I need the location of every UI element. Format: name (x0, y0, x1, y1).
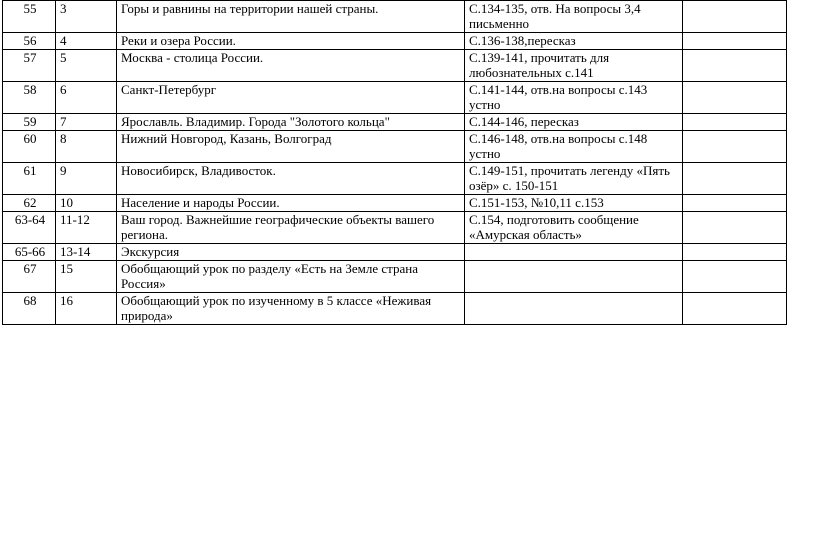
lesson-number: 59 (3, 114, 56, 131)
table-row (3, 33, 787, 50)
lesson-number: 67 (3, 261, 56, 293)
lesson-topic: Санкт-Петербург (117, 82, 465, 114)
extra-cell (683, 114, 787, 131)
homework: С.144-146, пересказ (465, 114, 683, 131)
table-row (3, 82, 787, 114)
lesson-topic: Новосибирск, Владивосток. (117, 163, 465, 195)
homework (465, 244, 683, 261)
section-lesson-number: 8 (56, 131, 117, 163)
section-lesson-number: 5 (56, 50, 117, 82)
lesson-number: 61 (3, 163, 56, 195)
extra-cell (683, 33, 787, 50)
homework: С.146-148, отв.на вопросы с.148 устно (465, 131, 683, 163)
homework: С.139-141, прочитать для любознательных с.141 (465, 50, 683, 82)
table-row (3, 293, 787, 325)
lesson-number: 68 (3, 293, 56, 325)
lesson-topic: Обобщающий урок по разделу «Есть на Земле страна Россия» (117, 261, 465, 293)
lesson-topic: Москва - столица России. (117, 50, 465, 82)
table-row (3, 195, 787, 212)
extra-cell (683, 1, 787, 33)
homework: С.151-153, №10,11 с.153 (465, 195, 683, 212)
extra-cell (683, 212, 787, 244)
lesson-topic: Ярославль. Владимир. Города "Золотого кольца" (117, 114, 465, 131)
table-row (3, 261, 787, 293)
lesson-topic: Обобщающий урок по изученному в 5 классе «Неживая природа» (117, 293, 465, 325)
lesson-table-body (3, 1, 787, 325)
homework (465, 293, 683, 325)
homework: С.134-135, отв. На вопросы 3,4 письменно (465, 1, 683, 33)
lesson-topic: Ваш город. Важнейшие географические объекты вашего региона. (117, 212, 465, 244)
lesson-number: 63-64 (3, 212, 56, 244)
section-lesson-number: 13-14 (56, 244, 117, 261)
lesson-topic: Горы и равнины на территории нашей страны. (117, 1, 465, 33)
section-lesson-number: 10 (56, 195, 117, 212)
lesson-number: 65-66 (3, 244, 56, 261)
extra-cell (683, 261, 787, 293)
homework (465, 261, 683, 293)
table-row (3, 131, 787, 163)
extra-cell (683, 244, 787, 261)
section-lesson-number: 9 (56, 163, 117, 195)
homework: С.154, подготовить сообщение «Амурская область» (465, 212, 683, 244)
lesson-number: 57 (3, 50, 56, 82)
lesson-number: 56 (3, 33, 56, 50)
extra-cell (683, 293, 787, 325)
section-lesson-number: 4 (56, 33, 117, 50)
extra-cell (683, 50, 787, 82)
extra-cell (683, 82, 787, 114)
lesson-number: 55 (3, 1, 56, 33)
extra-cell (683, 131, 787, 163)
homework: С.136-138,пересказ (465, 33, 683, 50)
extra-cell (683, 163, 787, 195)
section-lesson-number: 11-12 (56, 212, 117, 244)
extra-cell (683, 195, 787, 212)
section-lesson-number: 3 (56, 1, 117, 33)
table-row (3, 1, 787, 33)
section-lesson-number: 7 (56, 114, 117, 131)
homework: С.149-151, прочитать легенду «Пять озёр» с. 150-151 (465, 163, 683, 195)
lesson-number: 60 (3, 131, 56, 163)
lesson-topic: Нижний Новгород, Казань, Волгоград (117, 131, 465, 163)
table-row (3, 50, 787, 82)
lesson-topic: Население и народы России. (117, 195, 465, 212)
lesson-plan-table (2, 0, 787, 325)
table-row (3, 244, 787, 261)
section-lesson-number: 15 (56, 261, 117, 293)
section-lesson-number: 16 (56, 293, 117, 325)
lesson-topic: Реки и озера России. (117, 33, 465, 50)
lesson-number: 58 (3, 82, 56, 114)
table-row (3, 212, 787, 244)
table-row (3, 163, 787, 195)
table-row (3, 114, 787, 131)
lesson-topic: Экскурсия (117, 244, 465, 261)
homework: С.141-144, отв.на вопросы с.143 устно (465, 82, 683, 114)
lesson-number: 62 (3, 195, 56, 212)
section-lesson-number: 6 (56, 82, 117, 114)
